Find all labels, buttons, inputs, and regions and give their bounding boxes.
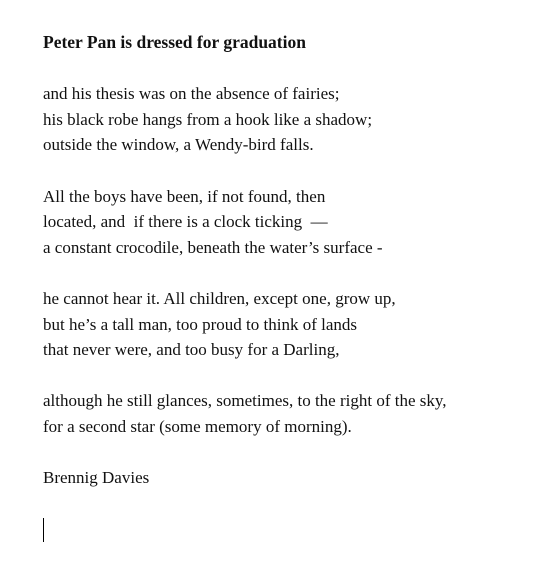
poem-line: although he still glances, sometimes, to the right of the sky,: [43, 391, 447, 411]
stanza-3: [43, 286, 523, 363]
stanza-4: [43, 388, 523, 439]
poem-line: All the boys have been, if not found, then: [43, 186, 326, 206]
poem-line: he cannot hear it. All children, except one, grow up,: [43, 288, 396, 308]
poem-line: his black robe hangs from a hook like a shadow;: [43, 109, 373, 129]
stanza-1: [43, 81, 523, 158]
poem-line: that never were, and too busy for a Darling,: [43, 340, 340, 360]
poem-line: located, and if there is a clock ticking —: [43, 212, 328, 232]
poem-line: for a second star (some memory of morning).: [43, 416, 352, 436]
poem-line: but he’s a tall man, too proud to think of lands: [43, 314, 357, 334]
poem-line: a constant crocodile, beneath the water’s surface -: [43, 237, 383, 257]
poem-line: and his thesis was on the absence of fairies;: [43, 84, 340, 104]
poem-document: [43, 30, 523, 491]
poem-title: Peter Pan is dressed for graduation: [43, 32, 306, 52]
poem-author: Brennig Davies: [43, 468, 150, 488]
stanza-2: [43, 184, 523, 261]
poem-line: outside the window, a Wendy-bird falls.: [43, 135, 314, 155]
text-cursor[interactable]: [43, 518, 44, 542]
